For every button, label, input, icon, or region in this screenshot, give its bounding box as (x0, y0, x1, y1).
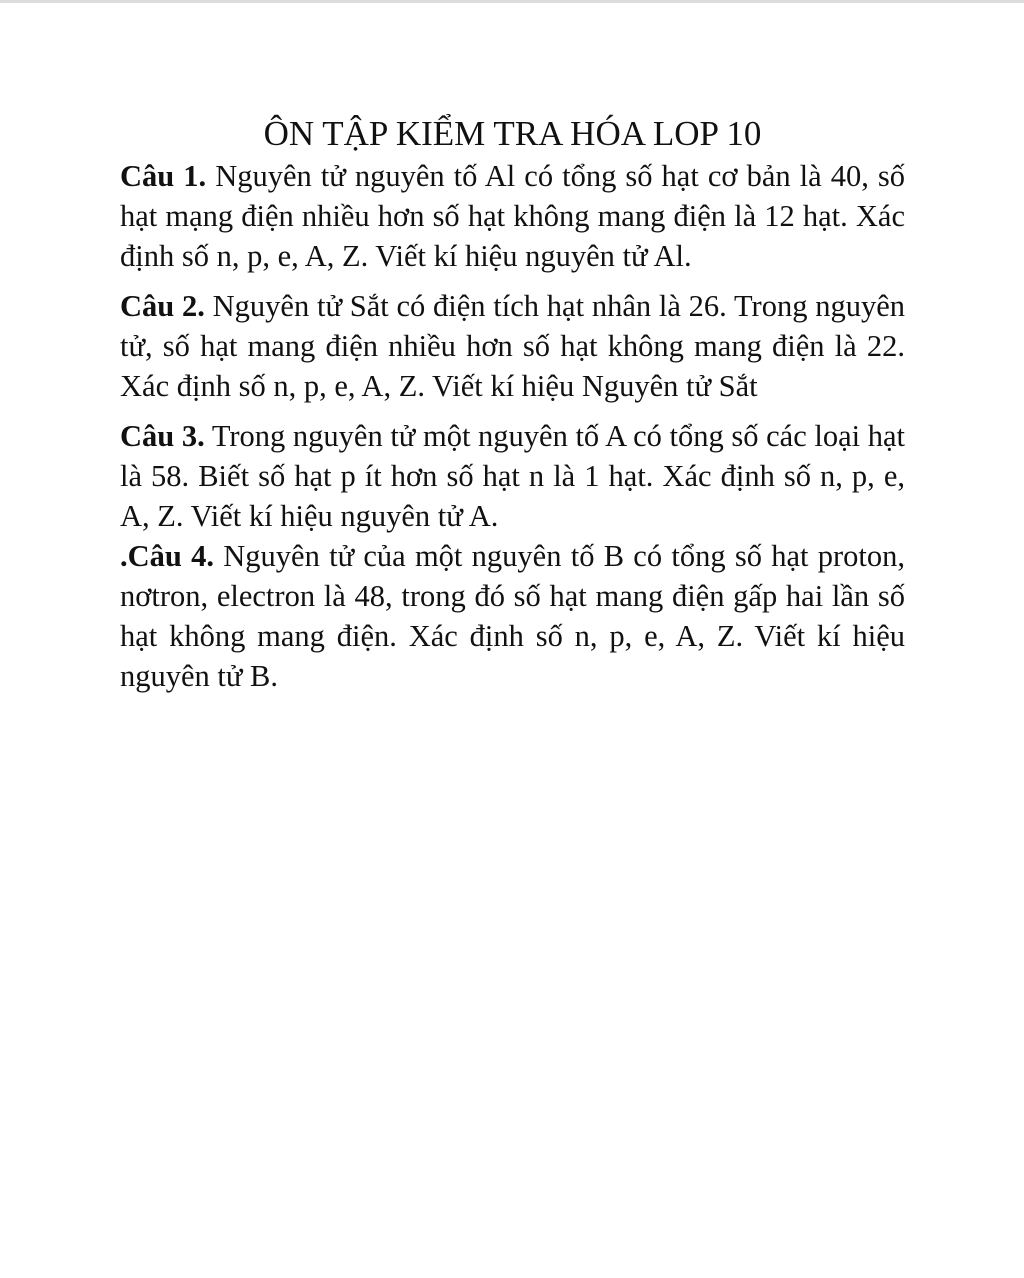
question-4 (120, 536, 905, 696)
question-3-label: Câu 3. (120, 419, 205, 453)
question-1 (120, 156, 905, 276)
question-2-label: Câu 2. (120, 289, 205, 323)
question-1-text: Nguyên tử nguyên tố Al có tổng số hạt cơ bản là 40, số hạt mạng điện nhiều hơn số hạt không mang điện là 12 hạt. Xác định số n, p, e, A, Z. Viết kí hiệu nguyên tử Al. (120, 159, 905, 273)
question-3-text: Trong nguyên tử một nguyên tố A có tổng số các loại hạt là 58. Biết số hạt p ít hơn số hạt n là 1 hạt. Xác định số n, p, e, A, Z. Viết kí hiệu nguyên tử A. (120, 419, 905, 533)
question-2 (120, 286, 905, 406)
question-4-text: Nguyên tử của một nguyên tố B có tổng số hạt proton, nơtron, electron là 48, trong đó số hạt mang điện gấp hai lần số hạt không mang điện. Xác định số n, p, e, A, Z. Viết kí hiệu nguyên tử B. (120, 539, 906, 693)
question-1-label: Câu 1. (120, 159, 207, 193)
question-4-label: Câu 4. (127, 539, 215, 573)
question-3 (120, 416, 905, 536)
question-4-prefix: . (120, 539, 128, 573)
page-title: ÔN TẬP KIỂM TRA HÓA LOP 10 (263, 114, 762, 153)
document-page (120, 112, 905, 696)
question-2-text: Nguyên tử Sắt có điện tích hạt nhân là 26. Trong nguyên tử, số hạt mang điện nhiều hơn số hạt không mang điện là 22. Xác định số n, p, e, A, Z. Viết kí hiệu Nguyên tử Sắt (120, 289, 905, 403)
top-border (0, 0, 1024, 3)
